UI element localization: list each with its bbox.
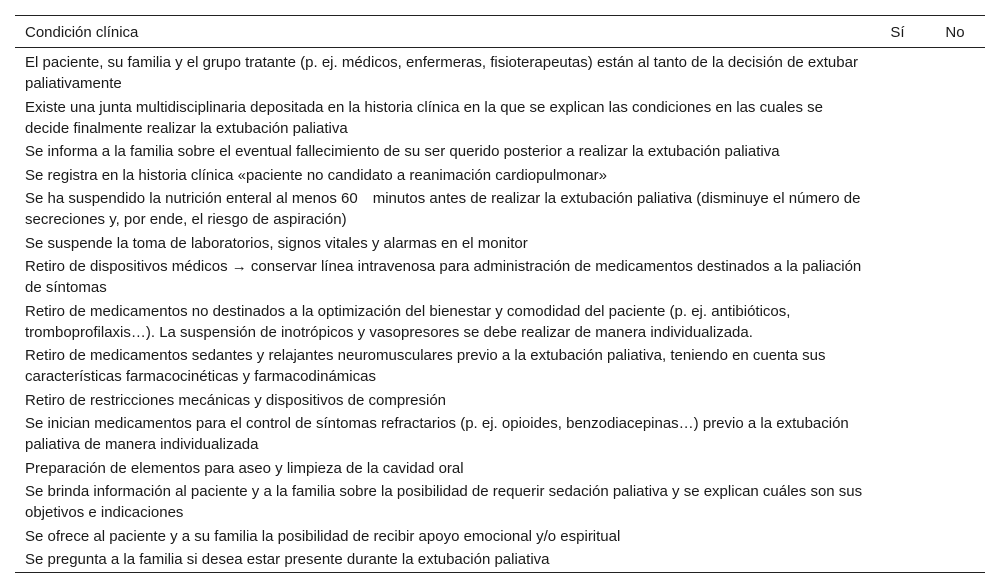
yes-cell — [870, 548, 925, 572]
condition-text: Retiro de medicamentos no destinados a la optimización del bienestar y comodidad del paciente (p. ej. antibióticos, tromboprofilaxis…). La suspensión de inotrópicos y vasopresores se debe realizar de manera individualizada. — [25, 302, 791, 341]
yes-cell — [870, 48, 925, 96]
no-cell — [925, 164, 985, 188]
condition-cell — [15, 412, 870, 457]
condition-text: Se inician medicamentos para el control de síntomas refractarios (p. ej. opioides, benzodiacepinas…) previo a la extubación paliativa de manera individualizada — [25, 415, 849, 453]
yes-cell — [870, 412, 925, 457]
header-row — [15, 16, 985, 48]
table-row — [15, 300, 985, 345]
condition-text: Se suspende la toma de laboratorios, signos vitales y alarmas en el monitor — [25, 234, 528, 252]
table-header — [15, 16, 985, 48]
no-cell — [925, 232, 985, 256]
condition-cell — [15, 457, 870, 481]
header-no: No — [945, 24, 965, 41]
condition-text: Se ofrece al paciente y a su familia la posibilidad de recibir apoyo emocional y/o espiritual — [25, 527, 621, 545]
condition-text: Se informa a la familia sobre el eventual fallecimiento de su ser querido posterior a realizar la extubación paliativa — [25, 143, 780, 160]
table-row — [15, 164, 985, 188]
table-row — [15, 140, 985, 164]
yes-cell — [870, 389, 925, 413]
condition-text: Retiro de dispositivos médicos → conservar línea intravenosa para administración de medicamentos destinados a la paliación de síntomas — [25, 258, 862, 296]
header-yes: Sí — [890, 24, 905, 41]
condition-cell — [15, 525, 870, 549]
condition-text: El paciente, su familia y el grupo tratante (p. ej. médicos, enfermeras, fisioterapeutas) están al tanto de la decisión de extubar paliativamente — [25, 54, 858, 92]
no-cell — [925, 389, 985, 413]
yes-cell — [870, 164, 925, 188]
yes-cell — [870, 232, 925, 256]
yes-cell — [870, 140, 925, 164]
yes-cell — [870, 255, 925, 300]
condition-cell — [15, 548, 870, 572]
no-cell — [925, 255, 985, 300]
condition-text: Preparación de elementos para aseo y limpieza de la cavidad oral — [25, 459, 464, 477]
table-row — [15, 525, 985, 549]
checklist-table — [15, 15, 985, 573]
condition-cell — [15, 48, 870, 96]
table-body — [15, 48, 985, 573]
yes-cell — [870, 457, 925, 481]
condition-text: Se ha suspendido la nutrición enteral al menos 60 minutos antes de realizar la extubación paliativa (disminuye el número de secreciones y, por ende, el riesgo de aspiración) — [25, 190, 861, 228]
table-row — [15, 96, 985, 141]
yes-cell — [870, 525, 925, 549]
checklist-table-container — [15, 15, 985, 573]
condition-cell — [15, 164, 870, 188]
table-row — [15, 187, 985, 232]
table-row — [15, 255, 985, 300]
table-row — [15, 548, 985, 572]
no-cell — [925, 412, 985, 457]
table-row — [15, 412, 985, 457]
condition-cell — [15, 480, 870, 525]
no-cell — [925, 525, 985, 549]
no-cell — [925, 96, 985, 141]
table-row — [15, 457, 985, 481]
condition-text: Retiro de restricciones mecánicas y dispositivos de compresión — [25, 391, 447, 409]
condition-text: Retiro de medicamentos sedantes y relajantes neuromusculares previo a la extubación paliativa, teniendo en cuenta sus características farmacocinéticas y farmacodinámicas — [25, 347, 826, 385]
no-cell — [925, 457, 985, 481]
condition-cell — [15, 300, 870, 345]
table-row — [15, 480, 985, 525]
yes-cell — [870, 187, 925, 232]
no-cell — [925, 300, 985, 345]
table-row — [15, 48, 985, 96]
condition-cell — [15, 140, 870, 164]
header-condition: Condición clínica — [25, 24, 139, 41]
no-cell — [925, 548, 985, 572]
table-row — [15, 232, 985, 256]
yes-cell — [870, 300, 925, 345]
condition-cell — [15, 255, 870, 300]
condition-text: Existe una junta multidisciplinaria depositada en la historia clínica en la que se explican las condiciones en las cuales se decide finalmente realizar la extubación paliativa — [25, 98, 823, 137]
table-row — [15, 389, 985, 413]
condition-text: Se brinda información al paciente y a la familia sobre la posibilidad de requerir sedación paliativa y se explican cuáles son sus objetivos e indicaciones — [25, 483, 863, 521]
condition-cell — [15, 232, 870, 256]
condition-cell — [15, 187, 870, 232]
table-row — [15, 344, 985, 389]
yes-cell — [870, 344, 925, 389]
yes-cell — [870, 96, 925, 141]
condition-text: Se pregunta a la familia si desea estar presente durante la extubación paliativa — [25, 551, 550, 568]
condition-cell — [15, 96, 870, 141]
no-cell — [925, 480, 985, 525]
yes-cell — [870, 480, 925, 525]
condition-cell — [15, 344, 870, 389]
no-cell — [925, 344, 985, 389]
no-cell — [925, 187, 985, 232]
no-cell — [925, 48, 985, 96]
no-cell — [925, 140, 985, 164]
condition-cell — [15, 389, 870, 413]
condition-text: Se registra en la historia clínica «paciente no candidato a reanimación cardiopulmonar» — [25, 166, 608, 184]
